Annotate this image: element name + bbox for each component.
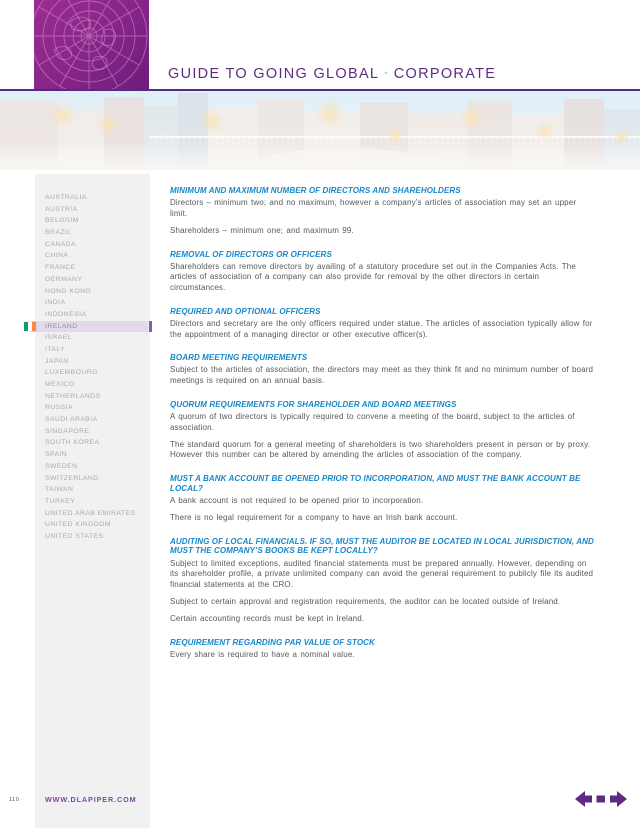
section-heading: MUST A BANK ACCOUNT BE OPENED PRIOR TO INCORPORATION, AND MUST THE BANK ACCOUNT BE LOCAL? [170, 473, 581, 493]
globe-logo [34, 0, 149, 90]
content-section [170, 400, 596, 461]
sidebar-item-label: UNITED ARAB EMIRATES [45, 509, 136, 517]
content-section [170, 638, 596, 661]
sidebar-item-label: NETHERLANDS [45, 392, 101, 400]
sidebar-item-france[interactable] [35, 262, 150, 274]
sidebar-item-sweden[interactable] [35, 461, 150, 473]
content-section [170, 537, 596, 625]
section-paragraph: Shareholders – minimum one; and maximum 99. [170, 225, 354, 235]
sidebar-item-belgium[interactable] [35, 215, 150, 227]
sidebar-item-label: AUSTRIA [45, 205, 78, 213]
section-paragraph: Certain accounting records must be kept in Ireland. [170, 614, 365, 624]
section-heading: REQUIREMENT REGARDING PAR VALUE OF STOCK [170, 637, 375, 647]
content-section [170, 307, 596, 340]
ireland-flag-icon [24, 322, 36, 331]
website-link[interactable]: WWW.DLAPIPER.COM [45, 795, 137, 804]
sidebar-item-saudi-arabia[interactable] [35, 414, 150, 426]
sidebar-item-label: SOUTH KOREA [45, 439, 100, 447]
section-heading: REQUIRED AND OPTIONAL OFFICERS [170, 306, 321, 316]
section-paragraph: The standard quorum for a general meeting of shareholders is two shareholders present in person or by proxy. However this number can be altered by amending the articles of association of the company. [170, 439, 591, 460]
sidebar-item-israel[interactable] [35, 332, 150, 344]
country-sidebar [35, 174, 150, 828]
sidebar-item-label: LUXEMBOURG [45, 369, 98, 377]
globe-icon [34, 0, 149, 90]
prev-arrow-icon[interactable] [575, 791, 592, 807]
sidebar-item-australia[interactable] [35, 192, 150, 204]
sidebar-item-label: INDONESIA [45, 310, 87, 318]
sidebar-item-label: TAIWAN [45, 486, 74, 494]
section-paragraph: Every share is required to have a nominal value. [170, 649, 355, 659]
page-number: 110 [9, 797, 20, 803]
sidebar-item-india[interactable] [35, 297, 150, 309]
sidebar-item-label: CHINA [45, 252, 69, 260]
sidebar-item-label: SWEDEN [45, 462, 78, 470]
sidebar-item-south-korea[interactable] [35, 437, 150, 449]
sidebar-item-russia[interactable] [35, 402, 150, 414]
page-title [168, 66, 496, 82]
sidebar-item-label: AUSTRALIA [45, 194, 87, 201]
sidebar-item-turkey[interactable] [35, 496, 150, 508]
sidebar-item-label: CANADA [45, 240, 77, 248]
sidebar-item-germany[interactable] [35, 274, 150, 286]
sidebar-item-brazil[interactable] [35, 227, 150, 239]
sidebar-item-hong-kong[interactable] [35, 286, 150, 298]
sidebar-item-taiwan[interactable] [35, 484, 150, 496]
sidebar-item-netherlands[interactable] [35, 391, 150, 403]
sidebar-item-label: SINGAPORE [45, 427, 90, 435]
content-section [170, 186, 596, 237]
section-heading: REMOVAL OF DIRECTORS OR OFFICERS [170, 249, 332, 259]
content-section [170, 353, 596, 386]
content-section [170, 474, 596, 524]
next-arrow-icon[interactable] [610, 791, 627, 807]
sidebar-item-label: TURKEY [45, 497, 76, 505]
sidebar-item-italy[interactable] [35, 344, 150, 356]
sidebar-item-switzerland[interactable] [35, 473, 150, 485]
cityscape-image [0, 91, 640, 170]
sidebar-item-label: JAPAN [45, 357, 69, 365]
page-navigation [575, 790, 627, 810]
sidebar-item-label: SAUDI ARABIA [45, 416, 98, 424]
sidebar-item-label: UNITED KINGDOM [45, 521, 111, 529]
active-country-marker [149, 321, 153, 333]
section-paragraph: There is no legal requirement for a company to have an Irish bank account. [170, 512, 458, 522]
sidebar-item-label: IRELAND [45, 322, 78, 330]
sidebar-item-luxembourg[interactable] [35, 367, 150, 379]
section-paragraph: Subject to certain approval and registration requirements, the auditor can be located outside of Ireland. [170, 596, 561, 606]
section-paragraph: Directors – minimum two; and no maximum, however a company’s articles of association may set an upper limit. [170, 198, 577, 218]
sidebar-item-label: ISRAEL [45, 334, 72, 342]
section-paragraph: Directors and secretary are the only officers required under statue. The articles of association typically allow for the appointment of a managing director or other executive officer(s). [170, 318, 593, 339]
title-separator-dot: • [384, 68, 389, 78]
title-sub: CORPORATE [393, 66, 497, 82]
sidebar-item-label: BRAZIL [45, 229, 72, 237]
sidebar-item-spain[interactable] [35, 449, 150, 461]
content-sections [170, 186, 596, 674]
sidebar-item-austria[interactable] [35, 204, 150, 216]
section-heading: MINIMUM AND MAXIMUM NUMBER OF DIRECTORS AND SHAREHOLDERS [170, 186, 461, 195]
sidebar-item-label: ITALY [45, 345, 66, 353]
sidebar-item-united-states[interactable] [35, 531, 150, 543]
section-paragraph: Subject to limited exceptions, audited financial statements must be prepared annually. However, depending on its shareholder profile, a private unlimited company can avoid the general requirement to publicly file its audited financial statements at the CRO. [170, 558, 594, 589]
sidebar-item-united-arab-emirates[interactable] [35, 508, 150, 520]
sidebar-item-japan[interactable] [35, 356, 150, 368]
sidebar-item-united-kingdom[interactable] [35, 519, 150, 531]
section-paragraph: Subject to the articles of association, the directors may meet as they think fit and no minimum number of board meetings is required on an annual basis. [170, 365, 594, 386]
sidebar-item-indonesia[interactable] [35, 309, 150, 321]
section-heading: AUDITING OF LOCAL FINANCIALS. IF SO, MUST THE AUDITOR BE LOCATED IN LOCAL JURISDICTION, AND MUST THE COMPANY’S BOOKS BE KEPT LOCALLY? [170, 536, 594, 556]
section-heading: QUORUM REQUIREMENTS FOR SHAREHOLDER AND BOARD MEETINGS [170, 399, 457, 409]
section-paragraph: A bank account is not required to be opened prior to incorporation. [170, 495, 424, 505]
country-list [35, 174, 150, 543]
sidebar-item-canada[interactable] [35, 239, 150, 251]
content-section [170, 250, 596, 294]
sidebar-item-label: HONG KONG [45, 287, 92, 295]
section-paragraph: Shareholders can remove directors by availing of a statutory procedure set out in the Companies Acts. The articles of association of a company can also provide for removal by the other directors in certain circumstances. [170, 261, 576, 293]
sidebar-item-ireland[interactable] [31, 321, 148, 333]
sidebar-item-label: BELGIUM [45, 217, 79, 225]
sidebar-item-label: MEXICO [45, 381, 75, 388]
sidebar-item-label: GERMANY [45, 275, 83, 283]
sidebar-item-label: FRANCE [45, 264, 76, 272]
sidebar-item-singapore[interactable] [35, 426, 150, 438]
sidebar-item-mexico[interactable] [35, 379, 150, 391]
cityscape-banner [0, 91, 640, 170]
sidebar-item-china[interactable] [35, 250, 150, 262]
sidebar-item-label: RUSSIA [45, 404, 74, 412]
section-heading: BOARD MEETING REQUIREMENTS [170, 353, 308, 363]
sidebar-item-label: INDIA [45, 299, 66, 307]
title-main: GUIDE TO GOING GLOBAL [168, 66, 380, 82]
sidebar-item-label: UNITED STATES [45, 532, 104, 540]
section-paragraph: A quorum of two directors is typically required to convene a meeting of the board, subject to the articles of association. [170, 411, 575, 432]
home-square-icon[interactable] [597, 796, 606, 803]
sidebar-item-label: SWITZERLAND [45, 474, 99, 482]
sidebar-item-label: SPAIN [45, 451, 68, 459]
